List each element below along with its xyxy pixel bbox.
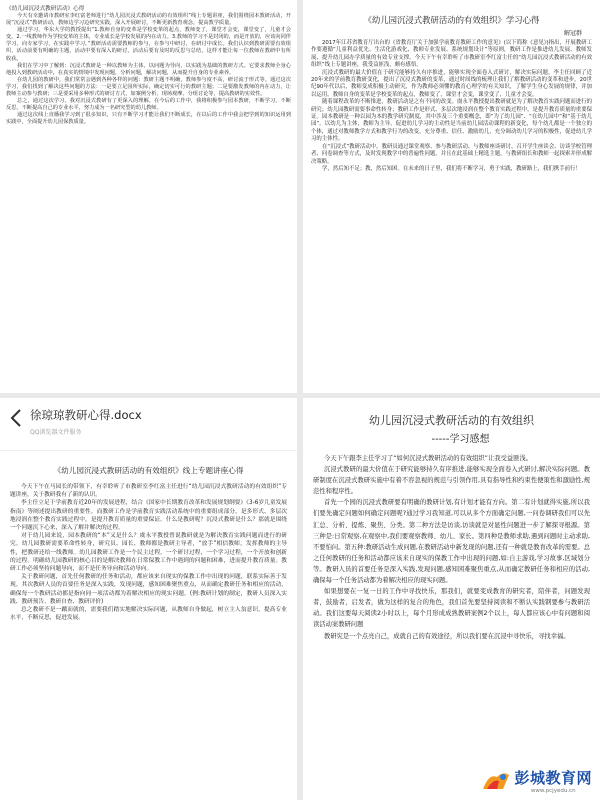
doc4-paragraph: 沉浸式教研的最大价值在于研究能够持久有序推进,能够实现全面卷入式研讨,解决实际问题。教研制度在沉浸式教研实施中有着不容忽视的规范与引领作用,具有指导性和约束性便策性和激励性,规范性和程序性。 <box>313 466 590 496</box>
doc3-body <box>0 451 297 622</box>
back-arrow-icon[interactable] <box>10 408 22 428</box>
doc4-paragraph: 今天下午跟李主任学习了“如何沉浸式教研活动的有效组织”让我受益匪浅。 <box>324 455 533 462</box>
doc1-paragraph: 在幼儿园的教研中，我们常常会遇到各种各样的问题：教研主题不明确，教师参与度不高，研讨流于形式等。通过这次学习，我们找到了解决这些问题的方法：一是要立足园所实际，确定切实可行的教研主题；二是要激发教师的内在动力，让教师主动参与教研；三是要采用多种形式的研讨方式，如案例分析、现场观摩、分组讨论等，提高教研的实效性。 <box>6 76 291 98</box>
doc1-paragraph: 今天有幸邀请市教研室李红富老师进行“幼儿园沉浸式教研活动的有效组织”线上专题讲座，我们围绕园本教研活动，开展“沉浸式”教研活动，教师边学习边研究实践，深入开展研讨，不断更新教育观念，提高教学质量。 <box>6 13 291 27</box>
doc1-paragraph: 通过这次线上直播我学习到了很多知识，只有不断学习才能让我们不断成长，在以后的工作中我会把学到的知识运用到实践中，全面提升幼儿园保教质量。 <box>6 112 291 126</box>
doc1-title: 《幼儿园沉浸式教研活动》心得 <box>6 6 85 12</box>
doc2-paragraph: 学，然后知不足；教，然后知困。在未来的日子里，我们将不断学习，勇于实践，教研路上，我们携手前行！ <box>322 165 581 172</box>
doc4-paragraph: 教研究是一个点亮自己，成就自己的有效途径，所以我们要在沉浸中寻快乐，寻找幸福。 <box>324 632 570 640</box>
doc2-author: 解冠群 <box>563 30 582 37</box>
doc4-subtitle: -----学习感想 <box>431 434 490 445</box>
doc3-paragraph: 关于教研问题，首先任何教研的任务和活动，都应该来自现实的保教工作中出现的问题，联系实际善于发现。其次教研人员的首要任务是深入实践，发现问题，感知困难聚焦重点，从而确定教研任务和相应的活动，确保每一个教研活动都是指向同一项活动都为着解决相应的现实问题。(例:教研计划的制定，教研人员深入实践、教研预告、教研自查、教研评价) <box>10 574 287 605</box>
document-page-4 <box>303 398 600 800</box>
watermark-name: 彭城教育网 <box>514 769 592 787</box>
doc3-paragraph: 今天下午在马园长的带领下，有幸聆听了市教研室李红富主任进行“幼儿园沉浸式教研活动的有效组织”专题讲座，关于教研我有了新的认识。 <box>10 484 287 499</box>
doc2-paragraph: 在“沉浸式”教研活动中，教研员通过课堂观察、参与教研活动、与教师座谈研讨、召开学生座谈会、访谈学校管理者、问卷调查等方式，及时发现教学中的普遍性问题，并且在此基础上精选主题，与教研组长和教师一起探索并形成解决策略。 <box>311 143 592 165</box>
document-page-2 <box>303 0 600 393</box>
document-page-1 <box>0 0 297 393</box>
doc2-paragraph: 2017年江苏省教育厅出台的《省教育厅关于加强学前教育教研工作的意见》(以下简称《意见》)指出，开展教研工作要遵循“儿童利益优先、生活化游戏化、教师专业发展、系统规划设计”等原则，教研工作是推进幼儿发展、教师发展、提升幼儿园办学质量的有效专业支撑。今天下午有幸聆听了市教研室李红富主任的“幼儿园沉浸式教研活动的有效组织”线上专题讲座，我受益匪浅，颇有感悟。 <box>311 40 592 69</box>
doc1-paragraph: 总之，通过这次学习，我对沉浸式教研有了更深入的理解。在今后的工作中，我将积极参与园本教研，不断学习，不断反思，不断提高自己的专业水平，努力成为一名研究型的幼儿教师。 <box>6 98 291 112</box>
site-watermark <box>481 767 592 794</box>
doc2-paragraph: 随着课程改革的不断推进，教研活动是之有不同的改变。虞永平教授提出教研就是为了解决教育实践问题而进行的研究；幼儿园教研需要事命性转身；教研工作是形式、多层次地浸润在整个教育实践过程中，是提升教育质量的重要保证。园本教研是一种以园为本的教学研究制度，其中涉及三个重要概念，即“为了幼儿园”、“在幼儿园中”和“基于幼儿园”。以幼儿为主体，教师为主导，促进幼儿学习的主动性是当前幼儿园活动课程的新变化，每个幼儿都是一个独立的个体，通过对教师教学方式和教学行为的改变，充分尊重、信任、激励幼儿，充分调动幼儿学习的积极性，促进幼儿学习的主体性。 <box>311 99 592 143</box>
file-name: 徐琼琼教研心得.docx <box>30 408 142 422</box>
doc2-title: 《幼儿园沉浸式教研活动的有效组织》学习心得 <box>363 15 540 25</box>
file-source: QQ浏览器文件服务 <box>30 429 82 436</box>
doc4-title: 幼儿园沉浸式教研活动的有效组织 <box>369 414 534 427</box>
doc4-paragraph: 如果想要在一复一日的工作中寻找快乐，那我们，就要变成教育的研究者，陪伴者，问题发现者，鼓励者，启发者，做为这样的复合的角色，我们首先要坚持阅读和不断认实践钢要参与教研活动。我们这要每天阅读2小时以上，每个月形成成熟教研案例2个以上，每人都应该心中有问题和阅读活动案教研问题 <box>313 588 590 629</box>
doc4-paragraph: 首先一个园的沉浸式教研要有明确的教研计划,有计划才能有方向。第二有计划就得实施,所以我们要先确定问题如何确定问题呢?通过学习我知道,可以从多个方面确定问题,一问卷调研我们可以先汇总、分析、提炼、聚焦、分类。第二种方法是访谈,访谈就是对显性问题进一步了解探寻根源。第三种是:日常观察,在观察中,我们要观察教师、幼儿、家长。第四种是教师求助,遇到问题时主动求助,不要怕问。第五种:教研活动生成问题,在教研活动中新发现的问题,还有一种就是教育改革的需要。总之任何教研的任务和活动都应该来自现实的保教工作中出现的问题,如:自主游戏,学习故事,区域划分等。教研人员的首要任务是深入实践,发现问题,感知困难聚焦重点,从而确定教研任务和相应的活动,确保每一个任务活动都为着解决相应的现实问题。 <box>313 499 590 585</box>
doc1-paragraph: 我们在学习中了解到：沉浸式教研是一种以教师为主体，以问题为导向，以实践为基础的教研方式。它要求教师全身心地投入到教研活动中，在真实的情境中发现问题，分析问题，解决问题，从而提升自身的专业素养。 <box>6 62 291 76</box>
doc3-paragraph: 李主任立足于学前教育近20年的发展进程，结合《国家中长期教育改革和发展规划纲要》《3-6岁儿童发展指南》等阐述提出教研的重要性。而教研工作是学前教育实践活动系统中的重要组成部分，是多形式、多层次地浸润在整个教育实践过程中，是提升教育质量的重要保证。什么是教研呢？沉浸式教研是什么？那就是围绕一个问题沉下心来，深入了解并解决的过程。 <box>10 500 287 532</box>
doc3-title: 《幼儿园沉浸式教研活动的有效组织》线上专题讲座心得 <box>53 466 244 475</box>
doc3-paragraph: 对于幼儿园来说，园本教研的“本”又是什么？虞永平教授曾说教研就是为解决教育实践问题而进行的研究。幼儿园教研需要革命性转身，研究员、园长、教师都是教研主导者，“放手”相信教师，发挥教师的主导性，把教研还给一线教师。幼儿园教研工作是一个民主过程，一个研讨过程，一个学习过程，一个开放和创新的过程。明确幼儿园教研的核心目的是解决教师在日常保教工作中遇到的问题和困难，进而提升教育质量。教研工作必须坚持问题导向，而不是任务导向和活动导向。 <box>10 533 287 573</box>
doc1-paragraph: 通过学习，华东大学的教授提出“1.教师自身的变革是学校变革的起点，教师变了，课堂才会变，课堂变了，儿童才会变。2.一线教师作为学校变革的主体，专业成长是学校发展的内在动力。3.教师的学习不是封闭的，而是开放的，应该向同伴学习，向专家学习，在实践中学习。”教研活动需要教师的参与，在参与中研讨，在研讨中成长。我们认识到教研需要有效组织，活动前要有明确的主题，活动中要有深入的研讨，活动后要有及时的反思与总结，这样才能让每一位教师在教研中有所收获。 <box>6 27 291 62</box>
doc2-paragraph: 沉浸式教研的最大价值在于研究能够持久有序推进，能够实现全面卷入式研讨，解决实际问题。李主任回顾了近20年来的学前教育教研变化，提出了沉浸式教研的变革，通过时间线的梳理让我们了解教研活动的变革和进步。20世纪90年代以后，教师变成积极主动研究，作为教师必须懂的教育心理学的有关知识，了解学生身心发展的规律，并加以运用。教师自身的变革是学校变革的起点，教师变了，课堂才会变，课堂变了，儿童才会变。 <box>311 69 592 98</box>
doc3-paragraph: 总之教研不是一蹴而就的，需要我们踏实地解决实际问题，从教师自身做起，树立主人翁意识，提高专业水平，不断反思，促进发展。 <box>10 607 287 622</box>
document-page-3 <box>0 398 297 800</box>
watermark-url: www.pcjyedu.cn <box>530 788 576 794</box>
file-viewer-header <box>0 398 297 451</box>
site-logo-icon <box>481 769 511 793</box>
